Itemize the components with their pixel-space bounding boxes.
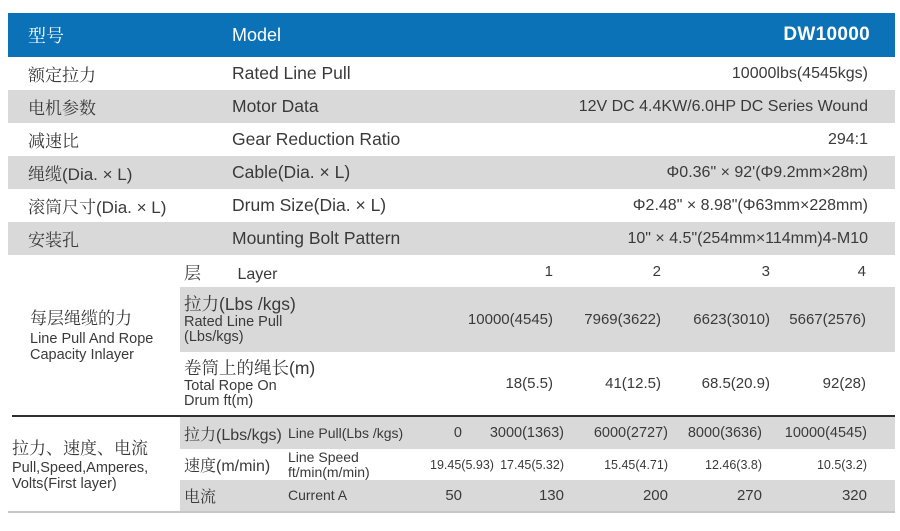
layer-pull-row — [180, 287, 895, 352]
perf-speed-value: 10.5(3.2) — [816, 457, 867, 472]
row-value: 12V DC 4.4KW/6.0HP DC Series Wound — [578, 97, 868, 115]
row-label-cn: 安装孔 — [28, 231, 79, 250]
row-label-cn: 额定拉力 — [28, 66, 96, 85]
perf-current-value: 50 — [445, 487, 462, 504]
group-label-en: Capacity Inlayer — [30, 347, 134, 363]
perf-current-label-en: Current A — [288, 487, 348, 504]
model-number: DW10000 — [783, 24, 870, 45]
speed-label-line1: Line Speed — [288, 449, 359, 465]
table-row-drum-size — [8, 189, 895, 222]
perf-current-value: 270 — [736, 487, 762, 504]
perf-speed-label-cn: 速度(m/min) — [184, 458, 271, 475]
row-label-en: Cable(Dia. × L) — [232, 162, 351, 182]
group-label-cn: 每层绳缆的力 — [30, 309, 132, 328]
layer-subtable — [180, 255, 895, 415]
layer-rope-row — [180, 352, 895, 415]
table-row-rated-line-pull — [8, 57, 895, 90]
perf-pull-value: 3000(1363) — [489, 425, 564, 441]
layer-header-label — [180, 259, 443, 284]
performance-pull-row — [180, 417, 895, 449]
perf-speed-value: 19.45(5.93) — [430, 457, 494, 472]
rope-value: 18(5.5) — [505, 375, 553, 392]
row-label-en: Motor Data — [232, 96, 319, 116]
row-label-en: Gear Reduction Ratio — [232, 129, 401, 149]
performance-section — [8, 417, 895, 511]
rope-row-label — [180, 358, 443, 410]
pull-label-en: Rated Line Pull — [184, 313, 283, 330]
spec-table — [8, 13, 895, 513]
rope-label-en: Total Rope On — [184, 377, 277, 394]
pull-value: 7969(3622) — [584, 311, 661, 328]
perf-current-value: 200 — [642, 487, 668, 504]
perf-pull-value: 0 — [453, 425, 462, 441]
rope-label-cn: 卷筒上的绳长(m) — [184, 357, 316, 378]
rope-value: 41(12.5) — [605, 375, 661, 392]
table-row-motor-data — [8, 90, 895, 123]
perf-current-label-cn: 电流 — [184, 489, 217, 506]
row-value: Φ2.48" × 8.98"(Φ63mm×228mm) — [632, 196, 868, 214]
header-label-cn: 型号 — [28, 26, 64, 46]
row-value: Φ0.36" × 92'(Φ9.2mm×28m) — [666, 163, 868, 181]
pull-value: 5667(2576) — [789, 311, 866, 328]
table-row-gear-ratio — [8, 123, 895, 156]
layer-number: 4 — [857, 262, 866, 280]
perf-speed-value: 15.45(4.71) — [604, 457, 668, 472]
layer-number: 2 — [652, 262, 661, 280]
perf-pull-value: 6000(2727) — [593, 425, 668, 441]
table-row-mounting-bolt — [8, 222, 895, 255]
layer-section-group-label — [8, 255, 180, 415]
row-label-cn: 绳缆(Dia. × L) — [28, 165, 133, 184]
row-label-cn: 电机参数 — [28, 99, 96, 118]
row-label-cn: 减速比 — [28, 132, 79, 151]
layer-number: 3 — [761, 262, 770, 280]
performance-group-label — [8, 417, 180, 511]
layer-label-en: Layer — [237, 265, 278, 283]
pull-label-cn: 拉力(Lbs /kgs) — [184, 293, 296, 314]
speed-label-line2: ft/min(m/min) — [288, 463, 370, 480]
row-value: 10000lbs(4545kgs) — [731, 64, 868, 82]
header-label-en: Model — [232, 24, 282, 45]
row-label-en: Rated Line Pull — [232, 63, 351, 83]
perf-pull-value: 8000(3636) — [687, 425, 762, 441]
table-bottom-border — [8, 511, 895, 513]
pull-value: 10000(4545) — [467, 311, 553, 328]
layer-header-row — [180, 255, 895, 287]
rope-value: 68.5(20.9) — [701, 375, 770, 392]
perf-speed-value: 17.45(5.32) — [500, 457, 564, 472]
performance-speed-row — [180, 449, 895, 480]
rope-value: 92(28) — [822, 375, 866, 392]
perf-pull-label-en: Line Pull(Lbs /kgs) — [288, 424, 404, 441]
performance-current-row — [180, 480, 895, 511]
row-label-cn: 滚筒尺寸(Dia. × L) — [28, 198, 167, 217]
layer-number: 1 — [544, 262, 553, 280]
perf-speed-value: 12.46(3.8) — [705, 457, 762, 472]
row-label-en: Drum Size(Dia. × L) — [232, 195, 387, 215]
row-value: 294:1 — [827, 130, 868, 148]
perf-speed-label-en — [288, 450, 430, 479]
group-label-cn: 拉力、速度、电流 — [12, 438, 148, 458]
perf-current-value: 130 — [538, 487, 564, 504]
perf-pull-label-cn: 拉力(Lbs/kgs) — [184, 426, 282, 444]
perf-pull-value: 10000(4545) — [784, 425, 867, 441]
row-label-en: Mounting Bolt Pattern — [232, 228, 401, 248]
group-label-en: Pull,Speed,Amperes, — [12, 459, 149, 476]
performance-subtable — [180, 417, 895, 511]
perf-current-value: 320 — [841, 487, 867, 504]
rope-label-en: Drum ft(m) — [184, 393, 254, 409]
layer-capacity-section — [8, 255, 895, 415]
table-row-cable — [8, 156, 895, 189]
group-label-en: Line Pull And Rope — [30, 331, 154, 347]
pull-row-label — [180, 294, 443, 346]
table-header-row — [8, 13, 895, 57]
pull-value: 6623(3010) — [693, 311, 770, 328]
layer-label-cn: 层 — [184, 263, 201, 283]
group-label-en: Volts(First layer) — [12, 475, 117, 492]
pull-label-en: (Lbs/kgs) — [184, 329, 244, 345]
row-value: 10" × 4.5"(254mm×114mm)4-M10 — [627, 229, 868, 247]
